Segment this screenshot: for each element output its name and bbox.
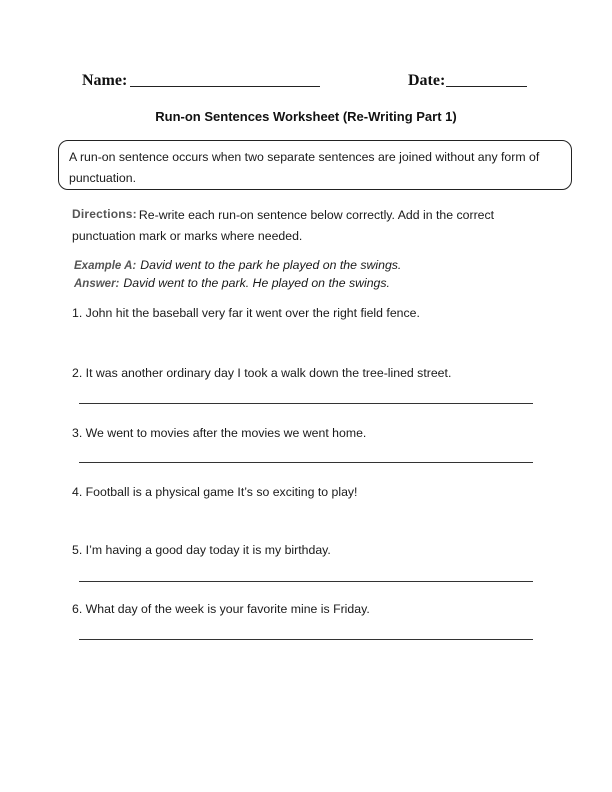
answer-text: David went to the park. He played on the swings. [123, 276, 390, 290]
directions-text: Re-write each run-on sentence below correctly. Add in the correct punctuation mark or marks where needed. [72, 208, 495, 243]
worksheet-title: Run-on Sentences Worksheet (Re-Writing Part 1) [155, 109, 457, 124]
definition-text: A run-on sentence occurs when two separate sentences are joined without any form of punctuation. [69, 150, 540, 185]
name-field[interactable] [130, 86, 320, 87]
question-5: 5. I’m having a good day today it is my birthday. [72, 543, 331, 557]
answer-line-3[interactable] [79, 462, 533, 463]
name-label: Name: [82, 72, 128, 89]
definition-box [58, 140, 572, 190]
answer-row [74, 276, 390, 290]
question-3: 3. We went to movies after the movies we went home. [72, 426, 367, 440]
example-text: David went to the park he played on the swings. [140, 258, 402, 272]
answer-line-6[interactable] [79, 639, 533, 640]
date-field[interactable] [446, 86, 527, 87]
directions-label: Directions: [72, 207, 137, 221]
example-row [74, 258, 401, 272]
date-label: Date: [408, 72, 446, 89]
question-1: 1. John hit the baseball very far it went over the right field fence. [72, 306, 420, 320]
question-6: 6. What day of the week is your favorite mine is Friday. [72, 602, 370, 616]
answer-line-5[interactable] [79, 581, 533, 582]
answer-line-2[interactable] [79, 403, 533, 404]
question-2: 2. It was another ordinary day I took a walk down the tree-lined street. [72, 366, 452, 380]
directions [72, 205, 542, 247]
question-4: 4. Football is a physical game It’s so exciting to play! [72, 485, 358, 499]
example-label: Example A: [74, 260, 137, 272]
answer-label: Answer: [74, 278, 120, 290]
